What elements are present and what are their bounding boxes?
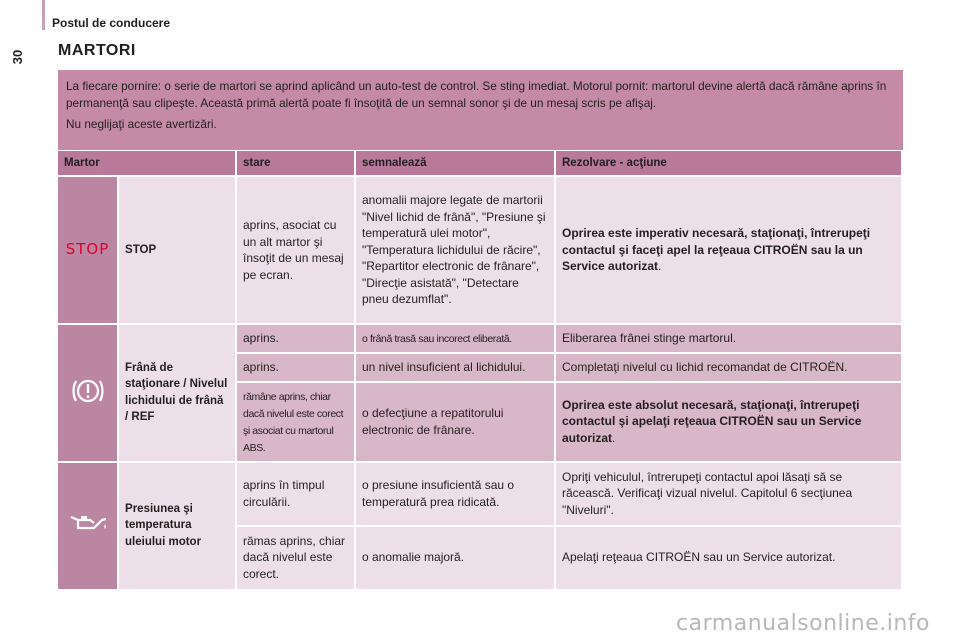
warning-lights-table [58,151,903,589]
header-semnaleaza: semnalează [356,151,556,175]
brake-rezolvare-1: Eliberarea frânei stinge martorul. [556,323,903,352]
brake-stare-2: aprins. [237,352,356,381]
brake-rezolvare-3 [556,381,903,461]
table-row [58,175,903,323]
brake-rezolvare-3-end: . [612,430,616,445]
stop-stare: aprins, asociat cu un alt martor şi însoţit de un mesaj pe ecran. [237,175,356,323]
brake-warning-icon [70,375,106,407]
oil-stare-1: aprins în timpul circulării. [237,461,356,525]
stop-rezolvare-text: Oprirea este imperativ necesară, staţionaţi, întrerupeţi contactul şi faceţi apel la reţeaua CITROËN sau la un Service autorizat [562,226,871,274]
brake-stare-3: rămâne aprins, chiar dacă nivelul este corect şi asociat cu martorul ABS. [243,390,344,454]
brake-semnaleaza-3: o defecţiune a repatitorului electronic de frânare. [356,381,556,461]
intro-paragraph: La fiecare pornire: o serie de martori se aprind aplicând un auto-test de control. Se sting imediat. Motorul pornit: martorul devine alertă dacă rămâne aprins în permanenţă sau clipeşte. Această primă alertă poate fi însoţită de un semnal sonor şi de un mesaj scris pe afişaj. [66,79,887,110]
table-header-row [58,151,903,175]
oil-icon-cell [58,461,119,589]
oil-semnaleaza-1: o presiune insuficientă sau o temperatură prea ridicată. [356,461,556,525]
oil-can-icon [68,511,108,535]
stop-name: STOP [119,175,237,323]
intro-warning: Nu neglijaţi aceste avertizări. [66,117,217,131]
oil-name: Presiunea şi temperatura uleiului motor [119,461,237,589]
brake-stare-1: aprins. [237,323,356,352]
section-header: Postul de conducere [52,16,171,30]
page-number: 30 [10,49,25,65]
stop-rezolvare-end: . [658,259,662,274]
margin-bar [42,0,45,30]
oil-semnaleaza-2: o anomalie majoră. [356,525,556,589]
stop-rezolvare [556,175,903,323]
page-title: MARTORI [58,42,136,59]
brake-rezolvare-3-text: Oprirea este absolut necesară, staţionaţi, întrerupeţi contactul şi apelaţi reţeaua CITROËN sau un Service autorizat [562,397,862,445]
oil-rezolvare-2: Apelaţi reţeaua CITROËN sau un Service autorizat. [556,525,903,589]
oil-stare-2: rămas aprins, chiar dacă nivelul este corect. [237,525,356,589]
table-row [58,323,903,352]
header-stare: stare [237,151,356,175]
watermark: carmanualsonline.info [676,611,930,636]
brake-semnaleaza-2: un nivel insuficient al lichidului. [356,352,556,381]
brake-icon-cell [58,323,119,461]
table-row [58,461,903,525]
brake-name: Frână de staţionare / Nivelul lichidului de frână / REF [119,323,237,461]
stop-icon: STOP [65,240,110,259]
header-martor: Martor [58,151,237,175]
brake-semnaleaza-1: o frână trasă sau incorect eliberată. [362,333,512,345]
intro-box [58,70,903,150]
oil-rezolvare-1: Opriţi vehiculul, întrerupeţi contactul apoi lăsaţi să se răcească. Verificaţi vizual nivelul. Capitolul 6 secţiunea "Niveluri". [556,461,903,525]
stop-semnaleaza: anomalii majore legate de martorii "Nivel lichid de frână", "Presiune şi temperatură ulei motor", "Temperatura lichidului de răcire", "Repartitor electronic de frânare", "Direcţie asistată", "Detectare pneu dezumflat". [356,175,556,323]
header-rezolvare: Rezolvare - acţiune [556,151,903,175]
stop-icon-cell [58,175,119,323]
brake-rezolvare-2: Completaţi nivelul cu lichid recomandat de CITROËN. [556,352,903,381]
